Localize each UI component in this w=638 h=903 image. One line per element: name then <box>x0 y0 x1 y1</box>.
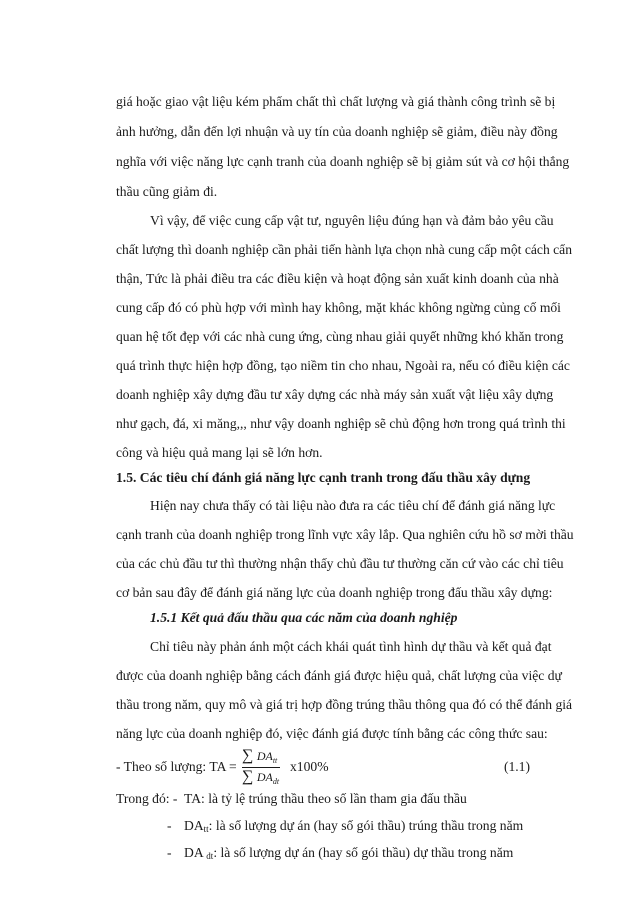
paragraph-1-line-2: ảnh hưởng, dẫn đến lợi nhuận và uy tín của doanh nghiệp sẽ giảm, điều này đồng <box>116 124 558 139</box>
paragraph-3-line-3: của các chủ đầu tư thì thường nhận thấy chủ đầu tư thường căn cứ vào các chỉ tiêu <box>116 556 564 571</box>
definition-text: : là tỷ lệ trúng thầu theo số lần tham gia đấu thầu <box>201 791 467 806</box>
definition-text: : là số lượng dự án (hay số gói thầu) dự thầu trong năm <box>213 845 514 860</box>
paragraph-2-line-7: doanh nghiệp xây dựng đầu tư xây dựng các nhà máy sản xuất vật liệu xây dựng <box>116 387 554 402</box>
definition-text: : là số lượng dự án (hay số gói thầu) trúng thầu trong năm <box>208 818 524 833</box>
equation-number: (1.1) <box>503 759 530 774</box>
sum-symbol: ∑ <box>242 768 254 785</box>
numerator-subscript: tt <box>272 756 278 765</box>
paragraph-4-line-4: năng lực của doanh nghiệp đó, việc đánh giá được tính bằng các công thức sau: <box>116 726 548 741</box>
numerator-variable: DA <box>256 749 273 763</box>
paragraph-3-line-2: cạnh tranh của doanh nghiệp trong lĩnh vực xây lắp. Qua nghiên cứu hồ sơ mời thầu <box>116 527 574 542</box>
definition-symbol: DA <box>184 818 204 833</box>
sum-symbol: ∑ <box>242 747 254 764</box>
paragraph-2-line-2: chất lượng thì doanh nghiệp cần phải tiến hành lựa chọn nhà cung cấp một cách cẩn <box>116 242 573 257</box>
definition-symbol: TA <box>184 791 202 806</box>
paragraph-2-line-1: Vì vậy, để việc cung cấp vật tư, nguyên liệu đúng hạn và đảm bảo yêu cầu <box>150 213 554 228</box>
formula-multiplier: x100% <box>290 759 329 774</box>
formula-ta <box>116 747 530 787</box>
paragraph-2-line-9: công và hiệu quả mang lại sẽ lớn hơn. <box>116 445 323 460</box>
definition-subscript: dt <box>206 851 214 861</box>
paragraph-1-line-4: thầu cũng giảm đi. <box>116 184 218 199</box>
denominator-subscript: dt <box>272 777 280 786</box>
definition-symbol: DA <box>184 845 207 860</box>
paragraph-2-line-4: cung cấp đó có phù hợp với mình hay không, mặt khác không ngừng củng cố mối <box>116 300 561 315</box>
definition-item-2 <box>184 818 523 834</box>
definitions-intro: Trong đó: - <box>116 791 178 806</box>
denominator-variable: DA <box>256 770 273 784</box>
paragraph-4-line-1: Chỉ tiêu này phản ánh một cách khái quát tình hình dự thầu và kết quả đạt <box>150 639 552 654</box>
definition-subscript: tt <box>203 824 209 834</box>
section-heading: 1.5. Các tiêu chí đánh giá năng lực cạnh tranh trong đấu thầu xây dựng <box>116 470 531 485</box>
paragraph-4-line-3: thầu trong năm, quy mô và giá trị hợp đồng trúng thầu thông qua đó có thể đánh giá <box>116 697 573 712</box>
paragraph-2-line-6: quá trình thực hiện hợp đồng, tạo niềm tin cho nhau, Ngoài ra, nếu có điều kiện các <box>116 358 570 373</box>
paragraph-1-line-1: giá hoặc giao vật liệu kém phẩm chất thì chất lượng và giá thành công trình sẽ bị <box>116 94 556 109</box>
definition-item-3 <box>184 845 513 861</box>
paragraph-2-line-5: quan hệ tốt đẹp với các nhà cung ứng, cùng nhau giải quyết những khó khăn trong <box>116 329 564 344</box>
paragraph-2-line-8: như gạch, đá, xi măng,,, như vậy doanh nghiệp sẽ chủ động hơn trong quá trình thi <box>116 416 566 431</box>
formula-label: - Theo số lượng: TA = <box>116 759 237 774</box>
definition-item-1 <box>184 791 467 807</box>
definition-dash: - <box>167 818 172 833</box>
definition-dash: - <box>167 845 172 860</box>
paragraph-3-line-1: Hiện nay chưa thấy có tài liệu nào đưa ra các tiêu chí để đánh giá năng lực <box>150 498 556 513</box>
paragraph-3-line-4: cơ bản sau đây để đánh giá năng lực của doanh nghiệp trong đấu thầu xây dựng: <box>116 585 553 600</box>
paragraph-2-line-3: thận, Tức là phải điều tra các điều kiện và hoạt động sản xuất kinh doanh của nhà <box>116 271 559 286</box>
subsection-heading: 1.5.1 Kết quả đấu thầu qua các năm của doanh nghiệp <box>150 610 458 625</box>
paragraph-1-line-3: nghĩa với việc năng lực cạnh tranh của doanh nghiệp sẽ bị giảm sút và cơ hội thắng <box>116 154 570 169</box>
paragraph-4-line-2: được của doanh nghiệp bằng cách đánh giá được hiệu quả, chất lượng của việc dự <box>116 668 562 683</box>
